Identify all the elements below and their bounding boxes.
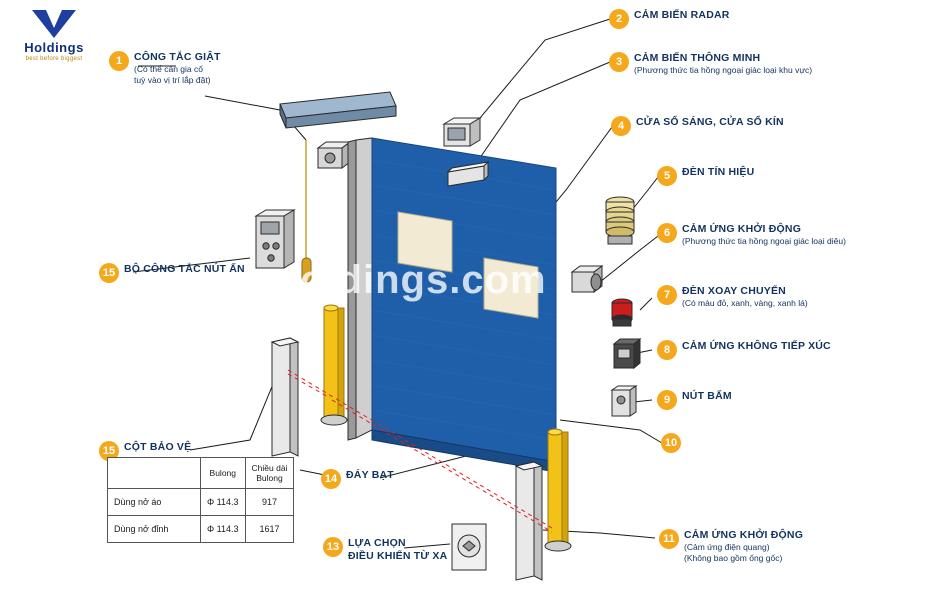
callout-badge-13: 13: [324, 538, 342, 556]
table-header-blank: [108, 458, 201, 489]
radar-sensor: [444, 118, 480, 146]
table-header-bolt: Bulong: [201, 458, 246, 489]
callout-sub-3: (Phương thức tia hồng ngoại giác loại khu vực): [634, 65, 813, 75]
table-row-0-length: 917: [245, 489, 294, 516]
table-row: [108, 516, 294, 543]
callout-badge-10: 10: [662, 434, 680, 452]
start-sensor-head: [572, 266, 602, 292]
callout-title-13b: ĐIỀU KHIỂN TỪ XA: [348, 550, 448, 562]
callout-badge-15b: 15: [100, 442, 118, 460]
callout-badge-1: 1: [110, 52, 128, 70]
callout-badge-6: 6: [658, 224, 676, 242]
table-row-1-label: Dùng nở đỉnh: [108, 516, 201, 543]
callout-title-15a: BỘ CÔNG TẮC NÚT ẤN: [124, 263, 245, 275]
callout-title-8: CẢM ỨNG KHÔNG TIẾP XÚC: [682, 340, 831, 352]
callout-sub-1b: tuỳ vào vị trí lắp đặt): [134, 75, 211, 85]
callout-sub-6: (Phương thức tia hồng ngoại giác loại diêu): [682, 236, 846, 246]
callout-title-9: NÚT BẤM: [682, 390, 732, 402]
callout-badge-15a: 15: [100, 264, 118, 282]
door-top-rail: [280, 92, 396, 128]
callout-badge-5: 5: [658, 167, 676, 185]
callout-sub-7: (Có màu đỏ, xanh, vàng, xanh lá): [682, 298, 808, 308]
protection-post-grey-right: [516, 462, 542, 580]
callout-badge-14: 14: [322, 470, 340, 488]
table-header-length: [245, 458, 294, 489]
callout-title-4: CỬA SỔ SÁNG, CỬA SỔ KÍN: [636, 116, 784, 128]
push-button-box: [256, 210, 294, 268]
spec-table: [107, 457, 294, 543]
contactless-sensor: [614, 339, 640, 368]
callout-sub-11a: (Cảm ứng điện quang): [684, 542, 770, 552]
signal-lamp: [606, 197, 634, 244]
protection-post-grey-left: [272, 338, 298, 456]
callout-badge-7: 7: [658, 286, 676, 304]
callout-title-14: ĐÁY BẠT: [346, 469, 394, 481]
callout-title-11: CẢM ỨNG KHỞI ĐỘNG: [684, 529, 804, 541]
callout-badge-3: 3: [610, 53, 628, 71]
callout-sub-11b: (Không bao gồm ống gốc): [684, 553, 783, 563]
table-header-row: [108, 458, 294, 489]
callout-badge-8: 8: [658, 341, 676, 359]
push-button-unit: [612, 386, 636, 416]
rotating-beacon: [612, 299, 632, 326]
callout-title-2: CẢM BIẾN RADAR: [634, 9, 730, 21]
callout-title-1: CÔNG TẮC GIẬT: [134, 51, 221, 63]
table-row-0-bolt: Φ 114.3: [201, 489, 246, 516]
callout-title-13a: LỰA CHỌN: [348, 537, 406, 549]
protection-post-yellow-left: [321, 305, 347, 425]
callout-title-5: ĐÈN TÍN HIỆU: [682, 166, 755, 178]
callout-badge-4: 4: [612, 117, 630, 135]
logo: [8, 6, 100, 72]
chevron-v-mark-icon: [30, 8, 78, 38]
table-header-length-line1: Chiều dài: [251, 463, 288, 473]
protection-post-yellow-right: [545, 429, 571, 551]
callout-badge-11: 11: [660, 530, 678, 548]
logo-tagline: best before biggest: [25, 56, 83, 62]
table-row-0-label: Dùng nở áo: [108, 489, 201, 516]
callout-title-6: CẢM ỨNG KHỞI ĐỘNG: [682, 223, 802, 235]
callout-title-15b: CỘT BẢO VỆ: [124, 441, 192, 453]
logo-name: Holdings: [24, 40, 84, 55]
drive-motor: [318, 142, 350, 168]
door-panel: [348, 138, 556, 472]
callout-title-3: CẢM BIẾN THÔNG MINH: [634, 52, 761, 64]
callout-sub-1a: (Có thể cần gia cố: [134, 64, 203, 74]
pull-cord-switch: [302, 140, 311, 282]
callout-badge-9: 9: [658, 391, 676, 409]
table-row-1-length: 1617: [245, 516, 294, 543]
table-row: [108, 489, 294, 516]
table-header-length-line2: Bulong: [256, 473, 283, 483]
table-row-1-bolt: Φ 114.3: [201, 516, 246, 543]
watermark: oldings.com: [300, 258, 547, 302]
callout-title-7: ĐÈN XOAY CHUYỂN: [682, 285, 786, 297]
remote-control: [452, 524, 486, 570]
callout-badge-2: 2: [610, 10, 628, 28]
